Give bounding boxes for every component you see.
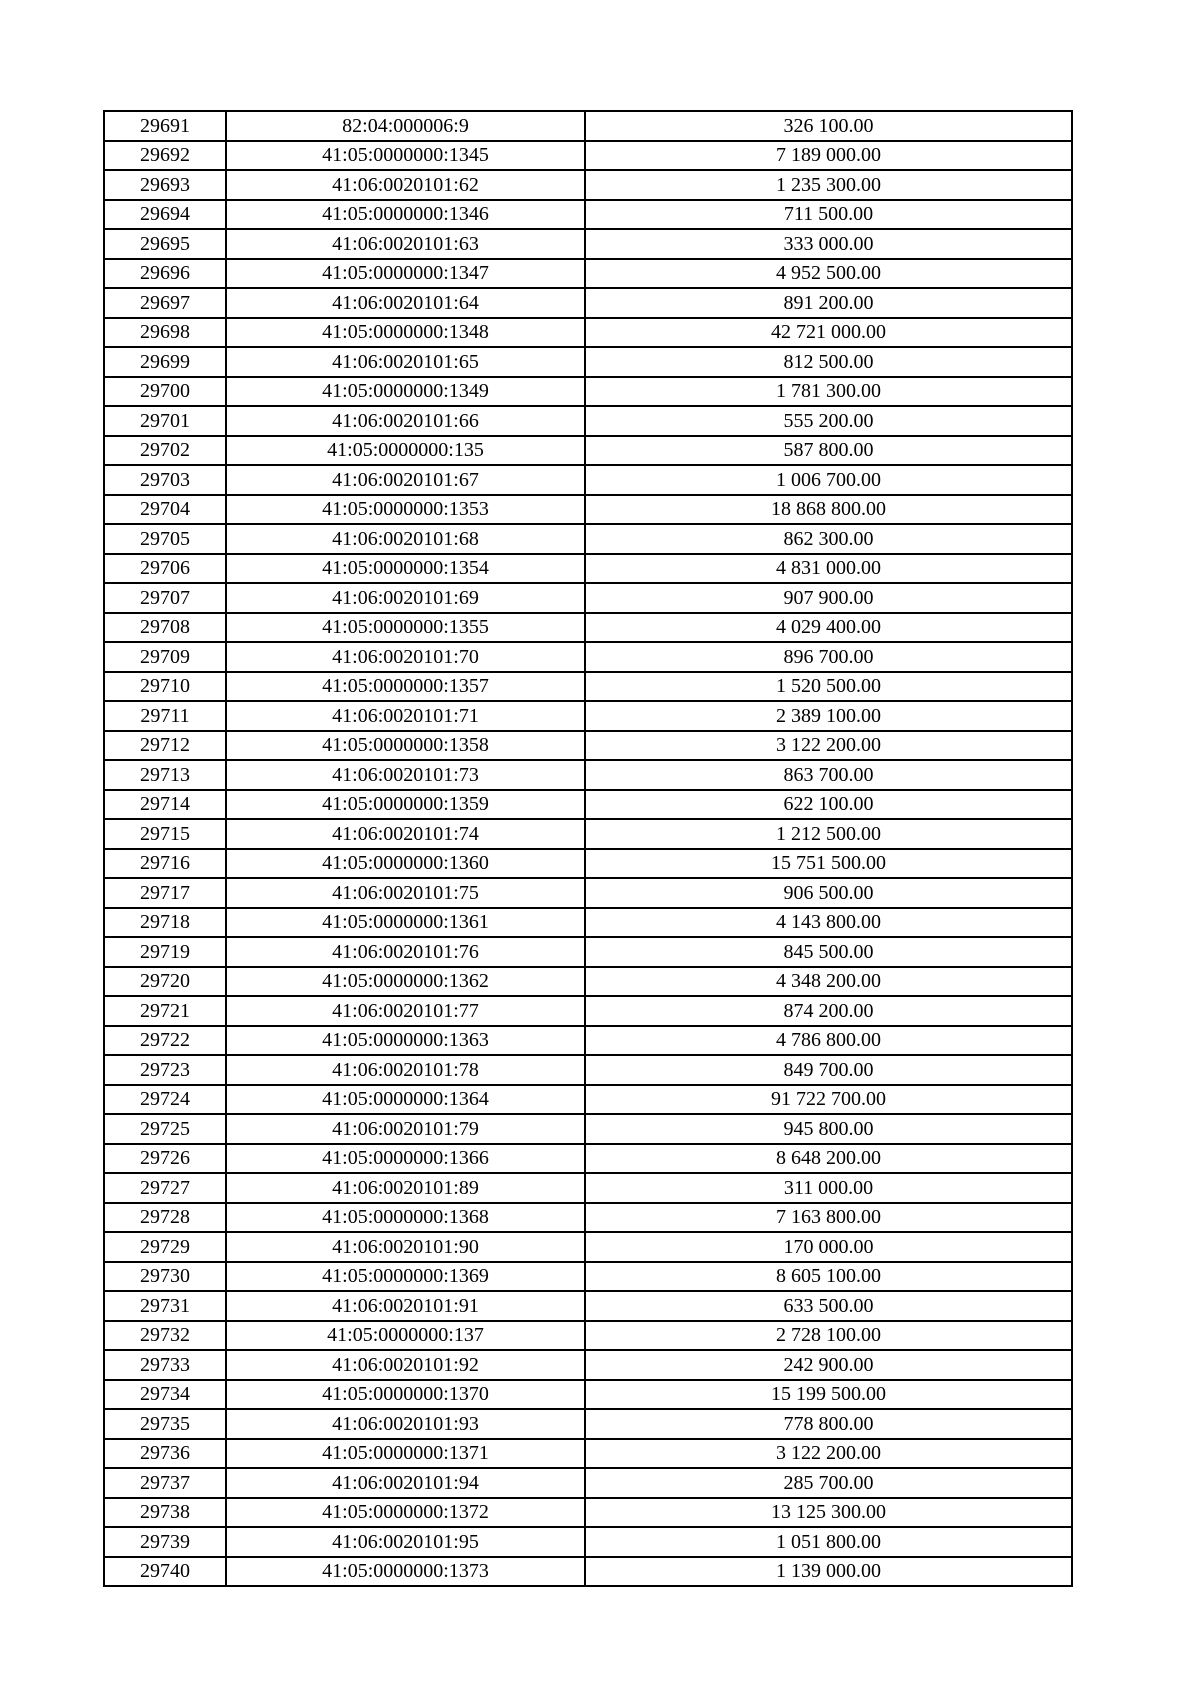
table-row (104, 1527, 1072, 1557)
table-row (104, 1026, 1072, 1056)
table-row (104, 908, 1072, 938)
value-cell: 8 648 200.00 (585, 1144, 1072, 1174)
cadastral-number-cell: 41:06:0020101:93 (226, 1409, 585, 1439)
cadastral-number-cell: 41:05:0000000:1364 (226, 1085, 585, 1115)
row-number-cell: 29717 (104, 878, 226, 908)
value-cell: 555 200.00 (585, 406, 1072, 436)
value-cell: 2 728 100.00 (585, 1321, 1072, 1351)
cadastral-number-cell: 41:06:0020101:74 (226, 819, 585, 849)
table-row (104, 583, 1072, 613)
row-number-cell: 29710 (104, 672, 226, 702)
cadastral-number-cell: 41:05:0000000:1349 (226, 377, 585, 407)
value-cell: 862 300.00 (585, 524, 1072, 554)
value-cell: 242 900.00 (585, 1350, 1072, 1380)
cadastral-number-cell: 41:06:0020101:90 (226, 1232, 585, 1262)
value-cell: 4 348 200.00 (585, 967, 1072, 997)
value-cell: 1 212 500.00 (585, 819, 1072, 849)
row-number-cell: 29706 (104, 554, 226, 584)
row-number-cell: 29725 (104, 1114, 226, 1144)
cadastral-number-cell: 41:06:0020101:94 (226, 1468, 585, 1498)
value-cell: 285 700.00 (585, 1468, 1072, 1498)
cadastral-number-cell: 41:06:0020101:91 (226, 1291, 585, 1321)
cadastral-number-cell: 41:06:0020101:64 (226, 288, 585, 318)
value-cell: 812 500.00 (585, 347, 1072, 377)
value-cell: 778 800.00 (585, 1409, 1072, 1439)
value-cell: 1 235 300.00 (585, 170, 1072, 200)
table-row (104, 1557, 1072, 1587)
table-row (104, 1173, 1072, 1203)
row-number-cell: 29698 (104, 318, 226, 348)
row-number-cell: 29715 (104, 819, 226, 849)
cadastral-number-cell: 41:05:0000000:1360 (226, 849, 585, 879)
value-cell: 587 800.00 (585, 436, 1072, 466)
value-cell: 15 751 500.00 (585, 849, 1072, 879)
table-row (104, 1468, 1072, 1498)
cadastral-number-cell: 41:06:0020101:95 (226, 1527, 585, 1557)
row-number-cell: 29737 (104, 1468, 226, 1498)
value-cell: 7 163 800.00 (585, 1203, 1072, 1233)
table-row (104, 111, 1072, 141)
cadastral-number-cell: 41:06:0020101:71 (226, 701, 585, 731)
value-cell: 622 100.00 (585, 790, 1072, 820)
row-number-cell: 29726 (104, 1144, 226, 1174)
value-cell: 326 100.00 (585, 111, 1072, 141)
table-row (104, 613, 1072, 643)
row-number-cell: 29732 (104, 1321, 226, 1351)
value-cell: 845 500.00 (585, 937, 1072, 967)
value-cell: 891 200.00 (585, 288, 1072, 318)
value-cell: 906 500.00 (585, 878, 1072, 908)
cadastral-number-cell: 41:06:0020101:69 (226, 583, 585, 613)
row-number-cell: 29731 (104, 1291, 226, 1321)
cadastral-number-cell: 41:06:0020101:92 (226, 1350, 585, 1380)
table-row (104, 1055, 1072, 1085)
row-number-cell: 29694 (104, 200, 226, 230)
table-row (104, 259, 1072, 289)
table-row (104, 377, 1072, 407)
row-number-cell: 29730 (104, 1262, 226, 1292)
cadastral-number-cell: 41:05:0000000:1373 (226, 1557, 585, 1587)
value-cell: 849 700.00 (585, 1055, 1072, 1085)
row-number-cell: 29723 (104, 1055, 226, 1085)
row-number-cell: 29727 (104, 1173, 226, 1203)
cadastral-number-cell: 41:05:0000000:1363 (226, 1026, 585, 1056)
table-row (104, 1321, 1072, 1351)
table-row (104, 1498, 1072, 1528)
cadastral-number-cell: 41:06:0020101:63 (226, 229, 585, 259)
row-number-cell: 29708 (104, 613, 226, 643)
row-number-cell: 29719 (104, 937, 226, 967)
cadastral-number-cell: 41:05:0000000:1357 (226, 672, 585, 702)
cadastral-number-cell: 41:05:0000000:1361 (226, 908, 585, 938)
value-cell: 15 199 500.00 (585, 1380, 1072, 1410)
table-row (104, 760, 1072, 790)
cadastral-number-cell: 41:05:0000000:1366 (226, 1144, 585, 1174)
row-number-cell: 29697 (104, 288, 226, 318)
table-row (104, 554, 1072, 584)
cadastral-number-cell: 41:06:0020101:73 (226, 760, 585, 790)
value-cell: 91 722 700.00 (585, 1085, 1072, 1115)
value-cell: 170 000.00 (585, 1232, 1072, 1262)
table-row (104, 141, 1072, 171)
value-cell: 4 143 800.00 (585, 908, 1072, 938)
cadastral-number-cell: 41:05:0000000:1345 (226, 141, 585, 171)
row-number-cell: 29701 (104, 406, 226, 436)
row-number-cell: 29709 (104, 642, 226, 672)
table-row (104, 318, 1072, 348)
table-body (104, 111, 1072, 1586)
row-number-cell: 29738 (104, 1498, 226, 1528)
cadastral-number-cell: 41:05:0000000:135 (226, 436, 585, 466)
table-row (104, 996, 1072, 1026)
value-cell: 4 786 800.00 (585, 1026, 1072, 1056)
row-number-cell: 29696 (104, 259, 226, 289)
table-row (104, 347, 1072, 377)
row-number-cell: 29711 (104, 701, 226, 731)
cadastral-number-cell: 41:05:0000000:137 (226, 1321, 585, 1351)
table-row (104, 672, 1072, 702)
table-row (104, 849, 1072, 879)
cadastral-number-cell: 41:06:0020101:77 (226, 996, 585, 1026)
cadastral-number-cell: 41:06:0020101:68 (226, 524, 585, 554)
cadastral-number-cell: 41:05:0000000:1370 (226, 1380, 585, 1410)
row-number-cell: 29736 (104, 1439, 226, 1469)
table-row (104, 524, 1072, 554)
row-number-cell: 29722 (104, 1026, 226, 1056)
row-number-cell: 29704 (104, 495, 226, 525)
row-number-cell: 29718 (104, 908, 226, 938)
row-number-cell: 29716 (104, 849, 226, 879)
table-row (104, 1232, 1072, 1262)
row-number-cell: 29703 (104, 465, 226, 495)
value-cell: 8 605 100.00 (585, 1262, 1072, 1292)
row-number-cell: 29721 (104, 996, 226, 1026)
row-number-cell: 29712 (104, 731, 226, 761)
value-cell: 3 122 200.00 (585, 1439, 1072, 1469)
table-row (104, 406, 1072, 436)
value-cell: 3 122 200.00 (585, 731, 1072, 761)
cadastral-number-cell: 41:06:0020101:67 (226, 465, 585, 495)
value-cell: 896 700.00 (585, 642, 1072, 672)
value-cell: 1 781 300.00 (585, 377, 1072, 407)
table-row (104, 229, 1072, 259)
value-cell: 863 700.00 (585, 760, 1072, 790)
row-number-cell: 29699 (104, 347, 226, 377)
cadastral-number-cell: 82:04:000006:9 (226, 111, 585, 141)
cadastral-number-cell: 41:06:0020101:89 (226, 1173, 585, 1203)
row-number-cell: 29733 (104, 1350, 226, 1380)
value-cell: 907 900.00 (585, 583, 1072, 613)
table-row (104, 1114, 1072, 1144)
value-cell: 633 500.00 (585, 1291, 1072, 1321)
value-cell: 1 006 700.00 (585, 465, 1072, 495)
table-row (104, 819, 1072, 849)
table-row (104, 1291, 1072, 1321)
table-row (104, 967, 1072, 997)
row-number-cell: 29740 (104, 1557, 226, 1587)
value-cell: 945 800.00 (585, 1114, 1072, 1144)
value-cell: 1 139 000.00 (585, 1557, 1072, 1587)
cadastral-number-cell: 41:05:0000000:1347 (226, 259, 585, 289)
cadastral-number-cell: 41:05:0000000:1371 (226, 1439, 585, 1469)
cadastral-number-cell: 41:05:0000000:1369 (226, 1262, 585, 1292)
row-number-cell: 29695 (104, 229, 226, 259)
cadastral-number-cell: 41:05:0000000:1346 (226, 200, 585, 230)
row-number-cell: 29693 (104, 170, 226, 200)
value-cell: 711 500.00 (585, 200, 1072, 230)
table-row (104, 1350, 1072, 1380)
row-number-cell: 29705 (104, 524, 226, 554)
cadastral-number-cell: 41:06:0020101:76 (226, 937, 585, 967)
cadastral-number-cell: 41:05:0000000:1354 (226, 554, 585, 584)
table-row (104, 1262, 1072, 1292)
table-row (104, 1380, 1072, 1410)
value-cell: 333 000.00 (585, 229, 1072, 259)
value-cell: 2 389 100.00 (585, 701, 1072, 731)
value-cell: 18 868 800.00 (585, 495, 1072, 525)
table-row (104, 878, 1072, 908)
row-number-cell: 29739 (104, 1527, 226, 1557)
data-table (103, 110, 1073, 1587)
row-number-cell: 29734 (104, 1380, 226, 1410)
row-number-cell: 29720 (104, 967, 226, 997)
value-cell: 4 952 500.00 (585, 259, 1072, 289)
cadastral-number-cell: 41:06:0020101:78 (226, 1055, 585, 1085)
cadastral-number-cell: 41:05:0000000:1359 (226, 790, 585, 820)
table-row (104, 1144, 1072, 1174)
table-row (104, 1203, 1072, 1233)
value-cell: 42 721 000.00 (585, 318, 1072, 348)
row-number-cell: 29714 (104, 790, 226, 820)
cadastral-number-cell: 41:06:0020101:62 (226, 170, 585, 200)
table-row (104, 495, 1072, 525)
table-row (104, 200, 1072, 230)
cadastral-number-cell: 41:06:0020101:66 (226, 406, 585, 436)
row-number-cell: 29707 (104, 583, 226, 613)
cadastral-number-cell: 41:05:0000000:1368 (226, 1203, 585, 1233)
value-cell: 1 051 800.00 (585, 1527, 1072, 1557)
cadastral-number-cell: 41:06:0020101:70 (226, 642, 585, 672)
cadastral-number-cell: 41:05:0000000:1348 (226, 318, 585, 348)
value-cell: 4 029 400.00 (585, 613, 1072, 643)
row-number-cell: 29702 (104, 436, 226, 466)
table-row (104, 436, 1072, 466)
table-row (104, 288, 1072, 318)
table-row (104, 731, 1072, 761)
value-cell: 311 000.00 (585, 1173, 1072, 1203)
value-cell: 4 831 000.00 (585, 554, 1072, 584)
value-cell: 874 200.00 (585, 996, 1072, 1026)
cadastral-number-cell: 41:05:0000000:1362 (226, 967, 585, 997)
cadastral-number-cell: 41:05:0000000:1353 (226, 495, 585, 525)
table-row (104, 1439, 1072, 1469)
row-number-cell: 29724 (104, 1085, 226, 1115)
value-cell: 1 520 500.00 (585, 672, 1072, 702)
cadastral-number-cell: 41:05:0000000:1355 (226, 613, 585, 643)
row-number-cell: 29691 (104, 111, 226, 141)
table-row (104, 1085, 1072, 1115)
table-row (104, 1409, 1072, 1439)
value-cell: 13 125 300.00 (585, 1498, 1072, 1528)
table-row (104, 937, 1072, 967)
row-number-cell: 29729 (104, 1232, 226, 1262)
row-number-cell: 29735 (104, 1409, 226, 1439)
cadastral-number-cell: 41:06:0020101:79 (226, 1114, 585, 1144)
table-row (104, 642, 1072, 672)
value-cell: 7 189 000.00 (585, 141, 1072, 171)
row-number-cell: 29700 (104, 377, 226, 407)
cadastral-number-cell: 41:06:0020101:65 (226, 347, 585, 377)
cadastral-number-cell: 41:06:0020101:75 (226, 878, 585, 908)
table-row (104, 790, 1072, 820)
cadastral-number-cell: 41:05:0000000:1358 (226, 731, 585, 761)
table-row (104, 465, 1072, 495)
row-number-cell: 29713 (104, 760, 226, 790)
row-number-cell: 29728 (104, 1203, 226, 1233)
row-number-cell: 29692 (104, 141, 226, 171)
table-row (104, 701, 1072, 731)
table-row (104, 170, 1072, 200)
cadastral-number-cell: 41:05:0000000:1372 (226, 1498, 585, 1528)
